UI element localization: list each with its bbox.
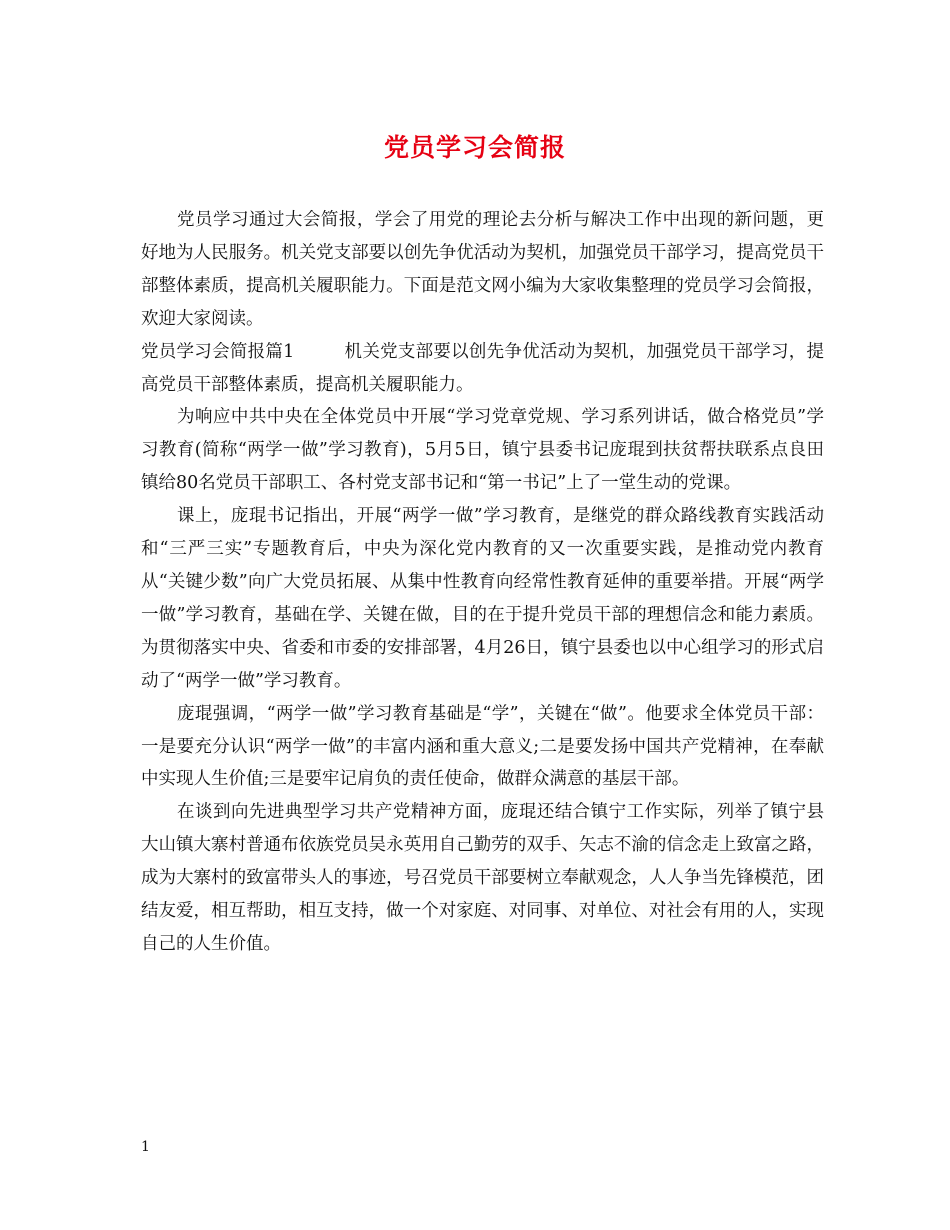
section-heading-text: 机关党支部要以创先争优活动为契机，加强党员干部学习，提高党员干部整体素质，提高机关履职能力。 (141, 341, 824, 395)
section-heading: 党员学习会简报篇1 (141, 341, 295, 362)
intro-paragraph: 党员学习通过大会简报，学会了用党的理论去分析与解决工作中出现的新问题，更好地为人民服务。机关党支部要以创先争优活动为契机，加强党员干部学习，提高党员干部整体素质，提高机关履职能力。下面是范文网小编为大家收集整理的党员学习会简报，欢迎大家阅读。 (141, 210, 824, 329)
body-paragraph: 课上，庞琨书记指出，开展“两学一做”学习教育，是继党的群众路线教育实践活动和“三严三实”专题教育后，中央为深化党内教育的又一次重要实践，是推动党内教育从“关键少数”向广大党员拓展、从集中性教育向经常性教育延伸的重要举措。开展“两学一做”学习教育，基础在学、关键在做，目的在于提升党员干部的理想信念和能力素质。为贯彻落实中央、省委和市委的安排部署，4月26日，镇宁县委也以中心组学习的形式启动了“两学一做”学习教育。 (141, 506, 824, 691)
body-paragraph: 为响应中共中央在全体党员中开展“学习党章党规、学习系列讲话，做合格党员”学习教育(简称“两学一做”学习教育)，5月5日，镇宁县委书记庞琨到扶贫帮扶联系点良田镇给80名党员干部职工、各村党支部书记和“第一书记”上了一堂生动的党课。 (141, 407, 824, 494)
document-title: 党员学习会简报 (383, 133, 566, 162)
document-body (141, 204, 824, 961)
section-heading-paragraph (141, 336, 824, 402)
body-paragraph: 庞琨强调，“两学一做”学习教育基础是“学”，关键在“做”。他要求全体党员干部：一是要充分认识“两学一做”的丰富内涵和重大意义;二是要发扬中国共产党精神，在奉献中实现人生价值;三是要牢记肩负的责任使命，做群众满意的基层干部。 (141, 703, 824, 790)
page-number: 1 (141, 1139, 150, 1155)
body-paragraph: 在谈到向先进典型学习共产党精神方面，庞琨还结合镇宁工作实际，列举了镇宁县大山镇大寨村普通布依族党员吴永英用自己勤劳的双手、矢志不渝的信念走上致富之路，成为大寨村的致富带头人的事迹，号召党员干部要树立奉献观念，人人争当先锋模范，团结友爱，相互帮助，相互支持，做一个对家庭、对同事、对单位、对社会有用的人，实现自己的人生价值。 (141, 802, 824, 954)
